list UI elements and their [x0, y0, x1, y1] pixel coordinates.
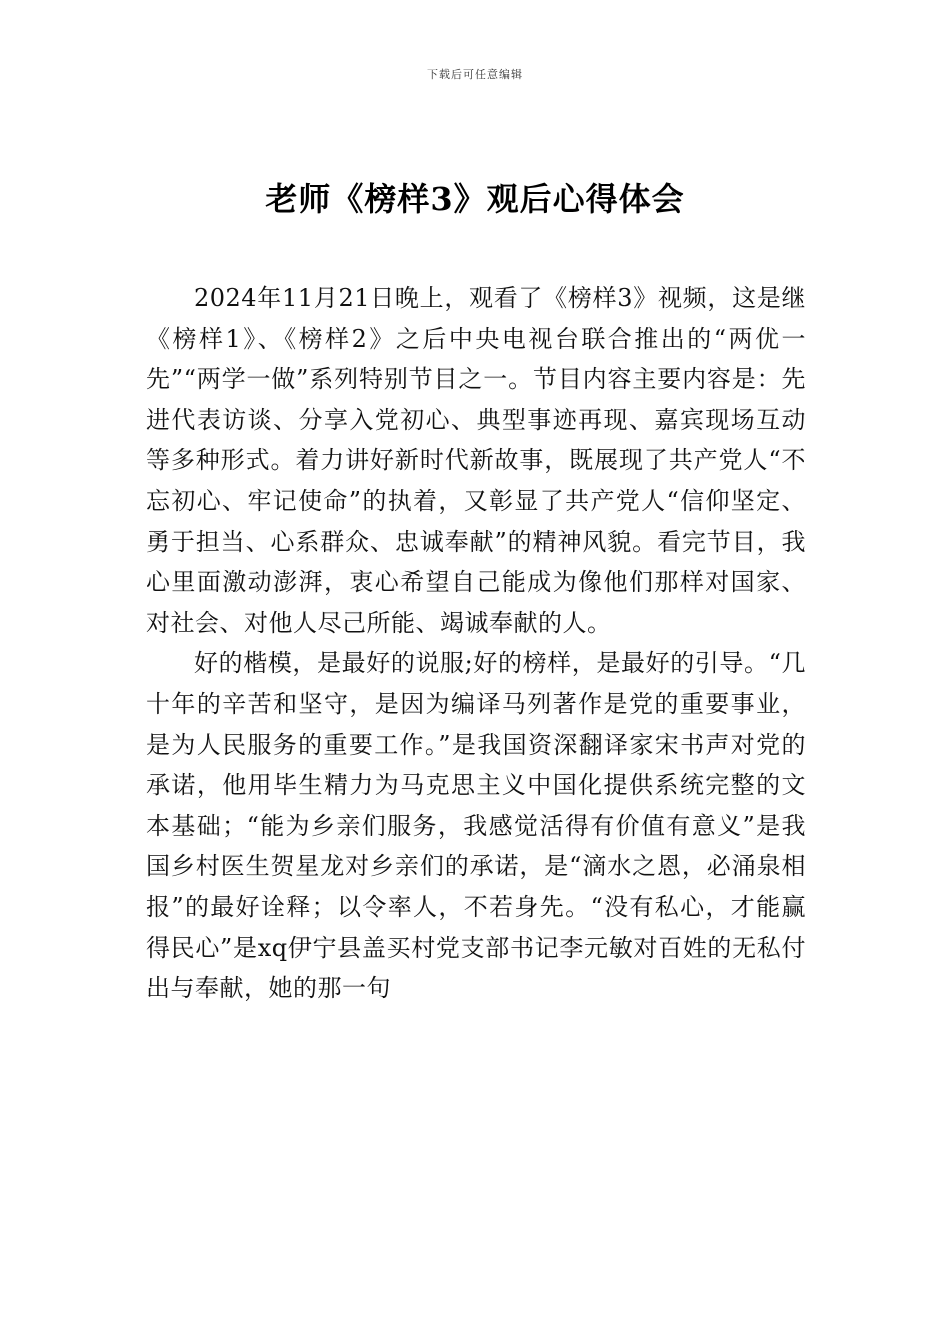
header-note: 下载后可任意编辑 [427, 68, 523, 81]
paragraph-1: 2024年11月21日晚上，观看了《榜样3》视频，这是继《榜样1》、《榜样2》之后中央电视台联合推出的“两优一先”“两学一做”系列特别节目之一。节目内容主要内容是：先进代表访谈、分享入党初心、典型事迹再现、嘉宾现场互动等多种形式。着力讲好新时代新故事，既展现了共产党人“不忘初心、牢记使命”的执着，又彰显了共产党人“信仰坚定、勇于担当、心系群众、忠诚奉献”的精神风貌。看完节目，我心里面激动澎湃，衷心希望自己能成为像他们那样对国家、对社会、对他人尽己所能、竭诚奉献的人。 [146, 284, 806, 637]
document-title: 老师《榜样3》观后心得体会 [265, 180, 685, 218]
document-body [146, 278, 806, 1009]
paragraph-2: 好的楷模，是最好的说服;好的榜样，是最好的引导。“几十年的辛苦和坚守，是因为编译马列著作是党的重要事业，是为人民服务的重要工作。”是我国资深翻译家宋书声对党的承诺，他用毕生精力为马克思主义中国化提供系统完整的文本基础；“能为乡亲们服务，我感觉活得有价值有意义”是我国乡村医生贺星龙对乡亲们的承诺，是“滴水之恩，必涌泉相报”的最好诠释；以令率人，不若身先。“没有私心，才能赢得民心”是xq伊宁县盖买村党支部书记李元敏对百姓的无私付出与奉献，她的那一句 [146, 649, 806, 1003]
